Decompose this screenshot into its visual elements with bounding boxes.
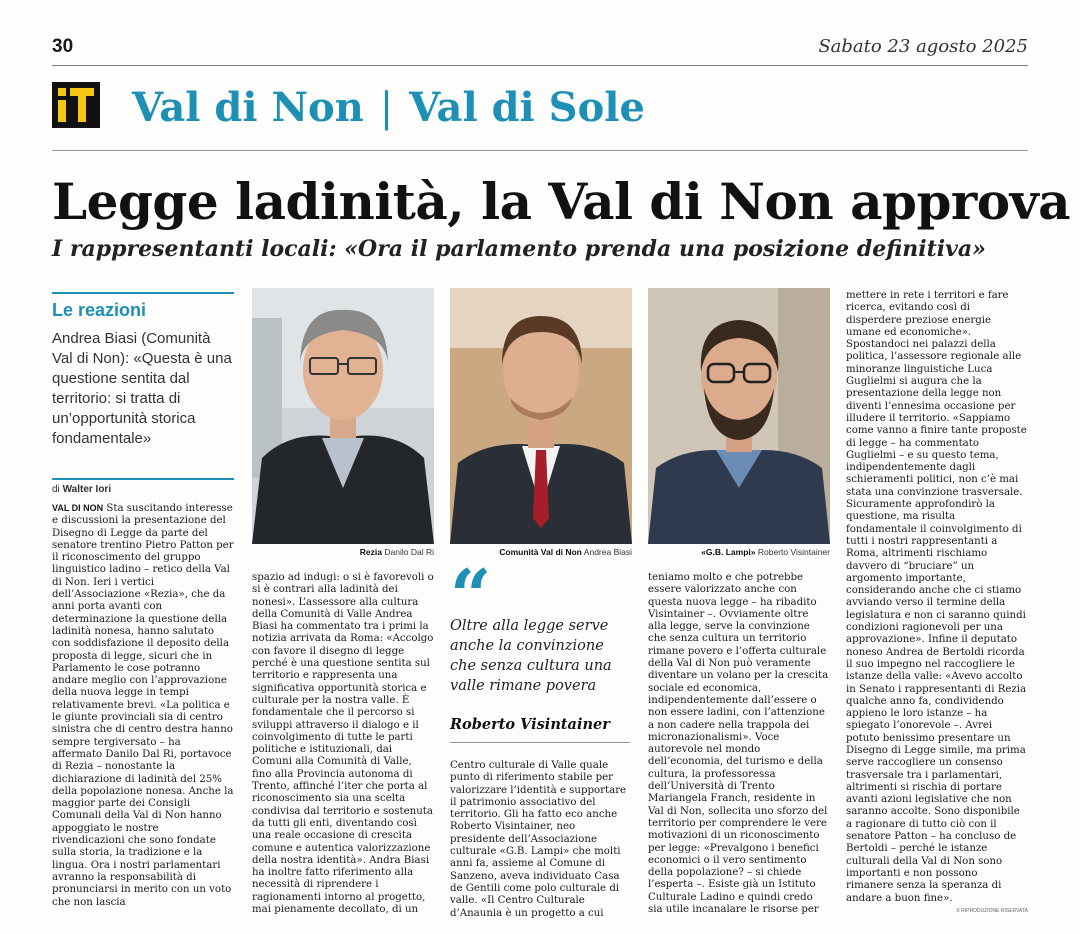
photo-danilo-dal-ri — [252, 288, 434, 544]
reactions-box — [52, 292, 234, 449]
section-title-right: Val di Sole — [409, 84, 645, 131]
issue-date: Sabato 23 agosto 2025 — [818, 36, 1028, 57]
page-number: 30 — [52, 36, 74, 57]
article-column-1 — [52, 502, 234, 908]
article-column-2 — [252, 572, 434, 916]
quote-mark-icon: “ — [450, 553, 492, 638]
section-separator: | — [379, 85, 394, 131]
photo-caption-1: Rezia Danilo Dal Ri — [359, 547, 434, 557]
newspaper-logo — [52, 82, 100, 128]
photo-roberto-visintainer — [648, 288, 830, 544]
byline-author: Walter Iori — [62, 484, 112, 495]
article-headline: Legge ladinità, la Val di Non approva — [52, 172, 1071, 231]
column-1-text: Sta suscitando interesse e discussioni la presentazione del Disegno di Legge da parte del senatore trentino Pietro Patton per il riconoscimento del gruppo linguistico ladino – retico della Val di Non. Ieri i vertici dell’Associazione «Rezia», che da anni porta avanti con determinazione la questione della ladinità nonesa, hanno salutato con soddisfazione il deposito della proposta di legge, sicuri che in Parlamento le cose potranno andare meglio con l’approvazione della nuova legge in tempi relativamente brevi. «La politica e le giunte provinciali sia di centro sinistra che di centro destra hanno sempre tergiversato – ha affermato Danilo Dal Ri, portavoce di Rezia – nonostante la dichiarazione di ladinità del 25% della popolazione nonesa. Anche la maggior parte dei Consigli Comunali della Val di Non hanno appoggiato le nostre rivendicazioni che sono fondate sulla storia, la tradizione e la lingua. Ora i nostri parlamentari avranno la responsabilità di pronunciarsi in merito con un voto che non lascia — [52, 503, 234, 908]
column-2-text: spazio ad indugi: o si è favorevoli o si è contrari alla ladinità dei nonesi». L’assessore alla cultura della Comunità di Valle Andrea Biasi ha commentato tra i primi la notizia arrivata da Roma: «Accolgo con favore il disegno di legge perché è una questione sentita sul territorio e rappresenta una significativa opportunità storica e culturale per la nostra valle. È fondamentale che il percorso si sviluppi attraverso il dialogo e il coinvolgimento di tutte le parti politiche e istituzionali, dai Comuni alla Comunità di Valle, fino alla Provincia autonoma di Trento, affinché l’iter che porta al riconoscimento sia una scelta condivisa dal territorio e sostenuta da tutti gli enti, diventando così una reale occasione di crescita comune e autentica valorizzazione della nostra identità». Andra Biasi ha inoltre fatto riferimento alla necessità di riprendere i ragionamenti intorno al progetto, mai pienamente decollato, di un — [252, 572, 434, 916]
column-4-text: teniamo molto e che potrebbe essere valorizzato anche con questa nuova legge – ha ribadito Visintainer –. Ovviamente oltre alla legge, serve la convinzione che senza cultura un territorio rimane povero e l’offerta culturale della Val di Non può veramente diventare un volano per la crescita sociale ed economica, indipendentemente dall’essere o non essere ladini, con l’attenzione a non cadere nella trappola dei micronazionalismi». Voce autorevole nel mondo dell’economia, del turismo e della cultura, la professoressa dell’Università di Trento Mariangela Franch, residente in Val di Non, sollecita uno sforzo del territorio per comprendere le vere motivazioni di un riconoscimento per legge: «Prevalgono i benefici economici o il vero sentimento della popolazione? – si chiede l’esperta –. Esiste già un Istituto Culturale Ladino e quindi credo sia utile incanalare le risorse per — [648, 572, 829, 916]
article-column-5 — [846, 290, 1028, 902]
section-title-left: Val di Non — [132, 84, 364, 131]
section-title — [132, 84, 645, 131]
section-divider — [52, 150, 1028, 151]
article-column-4 — [648, 572, 830, 916]
pull-quote: Oltre alla legge serve anche la convinzione che senza cultura una valle rimane povera — [450, 618, 612, 694]
pull-quote-divider — [450, 742, 630, 743]
pull-quote-author: Roberto Visintainer — [450, 716, 610, 733]
photo-caption-2: Comunità Val di Non Andrea Biasi — [499, 547, 632, 557]
reactions-text: Andrea Biasi (Comunità Val di Non): «Questa è una questione sentita dal territorio: si tratta di un’opportunità storica fondamentale» — [52, 330, 232, 447]
reactions-title: Le reazioni — [52, 300, 147, 320]
column-3-text: Centro culturale di Valle quale punto di riferimento stabile per valorizzare l’identità e supportare il patrimonio associativo del territorio. Gli ha fatto eco anche Roberto Visintainer, neo presidente dell’Associazione culturale «G.B. Lampi» che molti anni fa, assieme al Comune di Sanzeno, aveva individuato Casa de Gentili come polo culturale di valle. «Il Centro Culturale d’Anaunia è un progetto a cui — [450, 760, 627, 919]
photo-andrea-biasi — [450, 288, 632, 544]
article-subhead: I rappresentanti locali: «Ora il parlamento prenda una posizione definitiva» — [52, 236, 986, 262]
byline-divider — [52, 478, 234, 480]
photo-caption-3: «G.B. Lampi» Roberto Visintainer — [701, 547, 830, 557]
article-column-3 — [450, 760, 632, 919]
dateline: VAL DI NON — [52, 503, 104, 513]
byline: di Walter Iori — [52, 484, 112, 495]
page-header — [52, 36, 1028, 66]
copyright-notice: © RIPRODUZIONE RISERVATA — [956, 908, 1028, 914]
column-5-text: mettere in rete i territori e fare ricerca, evitando così di disperdere preziose energie umane ed economiche». Spostandoci nei palazzi della politica, l’assessore regionale alle minoranze linguistiche Luca Guglielmi si augura che la presentazione della legge non diventi l’ennesima occasione per illudere il territorio. «Sappiamo come vanno a finire tante proposte di legge – ha commentato Guglielmi – e su questo tema, indipendentemente dagli schieramenti politici, non c’è mai stata una convinzione trasversale. Sicuramente approfondirò la questione, ma risulta fondamentale il coinvolgimento di tutti i nostri rappresentanti a Roma, altrimenti rischiamo davvero di “bruciare” un argomento importante, considerando anche che ci stiamo avviando verso il termine della legislatura e non ci saranno quindi condizioni ragionevoli per una approvazione». Infine il deputato noneso Andrea de Bertoldi ricorda il suo impegno nel raccogliere le istanze della valle: «Avevo accolto in Senato i rappresentanti di Rezia qualche anno fa, condividendo appieno le loro istanze – ha spiegato l’onorevole –. Avrei potuto benissimo presentare un Disegno di Legge simile, ma prima serve raccogliere un consenso trasversale tra i parlamentari, altrimenti si rischia di portare avanti azioni legislative che non saranno accolte. Sono disponibile a ragionare di tutto ciò con il senatore Patton – ha concluso de Bertoldi – perché le istanze culturali della Val di Non sono importanti e non possono rimanere senza la speranza di andare a buon fine». — [846, 290, 1027, 904]
